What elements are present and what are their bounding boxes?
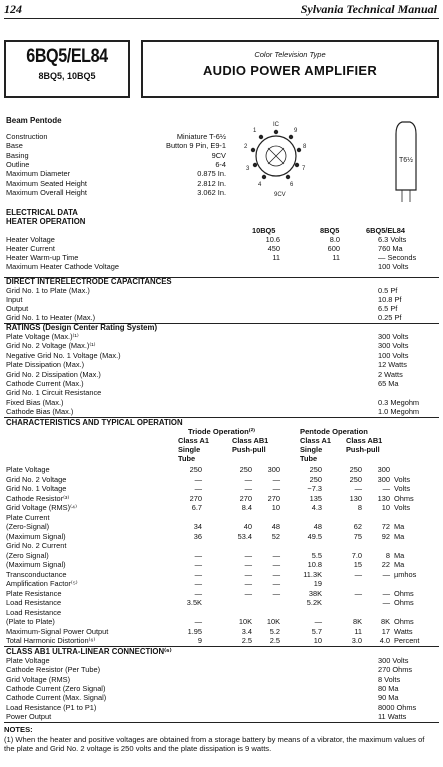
heater-row [6, 244, 439, 253]
capacitance-row-label: Grid No. 1 to Plate (Max.) [6, 286, 90, 295]
rating-row-label: Cathode Current (Max.) [6, 379, 84, 388]
rule-5 [4, 722, 439, 723]
characteristics-value: 8K [380, 617, 390, 626]
spec-row [6, 188, 226, 197]
characteristics-row [6, 503, 439, 512]
characteristics-value: 250 [349, 465, 362, 474]
characteristics-value: 130 [377, 493, 390, 503]
basing-diagram-icon [236, 118, 436, 208]
characteristics-value: 250 [189, 465, 202, 474]
basing-diagram [236, 118, 436, 208]
heater-column-label: 8BQ5 [320, 226, 340, 235]
svg-text:IC: IC [273, 122, 279, 128]
characteristics-value: — [272, 569, 280, 579]
rating-row-value: 65 Ma [378, 379, 399, 388]
heater-value: 11 [272, 253, 280, 262]
column-head-line: Class AB1 [346, 436, 383, 445]
characteristics-value: — [244, 550, 252, 560]
characteristics-value: 17 [381, 626, 390, 636]
characteristics-value: 3.5K [186, 598, 202, 607]
characteristics-value: — [272, 484, 280, 493]
ultralinear-row-value: 11 Watts [378, 711, 407, 721]
column-head-line: Class A1 [300, 436, 331, 445]
characteristics-label: Grid No. 1 Voltage [6, 484, 67, 493]
spec-value: Miniature T-6½ [176, 132, 226, 141]
characteristics-value: −7.3 [307, 484, 322, 493]
column-head-line: Tube [300, 454, 318, 463]
characteristics-row [6, 551, 439, 560]
spec-value: Button 9 Pin, E9-1 [166, 141, 226, 151]
characteristics-value: 10 [313, 636, 322, 645]
svg-text:1: 1 [253, 128, 257, 134]
triode-group-label: Triode Operation⁽²⁾ [188, 427, 256, 436]
characteristics-value: — [244, 569, 252, 579]
ultralinear-row-value: 270 Ohms [378, 665, 413, 675]
characteristics-unit: Volts [394, 503, 411, 512]
characteristics-value: 3.0 [351, 636, 362, 645]
characteristics-unit: Volts [394, 474, 411, 484]
characteristics-value: 22 [381, 560, 390, 569]
column-head-line: Class A1 [178, 436, 209, 445]
characteristics-row [6, 532, 439, 541]
ultralinear-row-value: 300 Volts [378, 656, 409, 665]
spec-value: 6-4 [215, 159, 226, 169]
capacitance-row-label: Output [6, 304, 29, 313]
characteristics-value: — [382, 484, 390, 493]
rating-row-label: Fixed Bias (Max.) [6, 397, 64, 407]
tube-name: 6BQ5/EL84 [26, 46, 108, 67]
characteristics-unit: Volts [394, 484, 411, 493]
characteristics-row [6, 598, 439, 607]
column-head-line: Tube [178, 454, 196, 463]
rating-row-label: Grid No. 1 Circuit Resistance [6, 388, 102, 398]
svg-text:3: 3 [246, 166, 250, 172]
rating-row [6, 332, 439, 341]
characteristics-value: 10 [271, 503, 280, 512]
heater-value: — Seconds [378, 253, 417, 262]
characteristics-value: 36 [193, 531, 202, 541]
characteristics-value: 270 [239, 493, 252, 503]
characteristics-row [6, 494, 439, 503]
characteristics-value: — [194, 560, 202, 569]
rating-row [6, 388, 439, 397]
rating-row-label: Grid No. 2 Dissipation (Max.) [6, 369, 101, 379]
manual-title: Sylvania Technical Manual [300, 2, 437, 16]
capacitance-row-label: Input [6, 295, 23, 304]
svg-text:7: 7 [302, 166, 306, 172]
rating-row [6, 351, 439, 360]
characteristics-value: — [272, 579, 280, 588]
characteristics-value: — [244, 579, 252, 588]
characteristics-label: Plate Current [6, 512, 50, 522]
capacitance-row-value: 6.5 Pf [378, 304, 398, 313]
ultralinear-row [6, 703, 439, 712]
rating-row-label: Grid No. 2 Voltage (Max.)⁽¹⁾ [6, 341, 96, 351]
heater-row [6, 253, 439, 262]
characteristics-row [6, 475, 439, 484]
rating-row-value: 300 Volts [378, 332, 409, 341]
rating-row-label: Cathode Bias (Max.) [6, 407, 74, 417]
characteristics-value: 300 [377, 474, 390, 484]
characteristics-value: 5.5 [311, 550, 322, 560]
column-head-line: Single [178, 445, 201, 454]
characteristics-value: 5.2K [306, 598, 322, 607]
characteristics-label: Maximum-Signal Power Output [6, 626, 109, 636]
heater-table [0, 226, 443, 276]
ultralinear-row [6, 693, 439, 702]
characteristics-value: — [272, 474, 280, 484]
column-head-line: Push-pull [232, 445, 266, 454]
heater-heading: HEATER OPERATION [6, 217, 86, 226]
ultralinear-row-label: Load Resistance (P1 to P1) [6, 702, 97, 712]
characteristics-value: 9 [197, 636, 202, 645]
spec-label: Base [6, 141, 23, 151]
rating-row-value: 2 Watts [378, 369, 403, 379]
notes-heading: NOTES: [4, 725, 33, 734]
application-name: AUDIO POWER AMPLIFIER [202, 63, 378, 78]
heater-value: 8.0 [329, 235, 340, 244]
characteristics-value: 75 [353, 531, 362, 541]
characteristics-value: 4.3 [311, 503, 322, 512]
spec-label: Maximum Overall Height [6, 187, 87, 197]
characteristics-value: 5.7 [311, 626, 322, 636]
characteristics-value: — [272, 550, 280, 560]
characteristics-unit: µmhos [394, 569, 417, 579]
characteristics-value: 4.0 [379, 636, 390, 645]
characteristics-label: Grid Voltage (RMS)⁽⁴⁾ [6, 503, 77, 512]
spec-row [6, 160, 226, 169]
heater-row [6, 235, 439, 244]
rating-row [6, 379, 439, 388]
characteristics-label: Load Resistance [6, 598, 62, 607]
characteristics-label: (Maximum Signal) [6, 531, 66, 541]
characteristics-value: — [194, 579, 202, 588]
characteristics-value: 250 [309, 465, 322, 474]
characteristics-unit: Ma [394, 550, 405, 560]
characteristics-value: 5.2 [269, 626, 280, 636]
characteristics-value: — [244, 474, 252, 484]
spec-value: 0.875 In. [197, 169, 226, 179]
rating-row-label: Plate Voltage (Max.)⁽¹⁾ [6, 332, 79, 341]
rating-row-value: 100 Volts [378, 350, 409, 360]
heater-column-label: 6BQ5/EL84 [366, 226, 406, 235]
characteristics-value: 250 [309, 474, 322, 484]
characteristics-label: Amplification Factor⁽⁵⁾ [6, 579, 78, 588]
column-head-line: Single [300, 445, 323, 454]
spec-label: Maximum Seated Height [6, 178, 87, 188]
rating-row-value: 0.3 Megohm [378, 397, 420, 407]
heater-value: 11 [332, 253, 340, 262]
ultralinear-row-value: 8 Volts [378, 674, 401, 684]
pentode-group-label: Pentode Operation [300, 427, 368, 436]
capacitance-row [6, 313, 439, 322]
characteristics-unit: Ohms [394, 493, 414, 503]
heater-label: Heater Voltage [6, 235, 55, 244]
column-head-line: Class AB1 [232, 436, 269, 445]
characteristics-row [6, 636, 439, 645]
capacitance-row-value: 10.8 Pf [378, 295, 402, 304]
characteristics-value: 8.4 [241, 503, 252, 512]
characteristics-label: Load Resistance [6, 607, 62, 617]
characteristics-value: 8K [352, 617, 362, 626]
ultralinear-row-value: 80 Ma [378, 683, 399, 693]
characteristics-value: — [194, 484, 202, 493]
characteristics-value: — [354, 588, 362, 598]
characteristics-value: 8 [385, 550, 390, 560]
characteristics-value: 15 [353, 560, 362, 569]
rating-row [6, 398, 439, 407]
ultralinear-row-label: Power Output [6, 711, 52, 721]
ultralinear-row-value: 90 Ma [378, 693, 399, 703]
characteristics-value: — [314, 617, 322, 626]
characteristics-label: (Maximum Signal) [6, 560, 66, 569]
column-head-line: Push-pull [346, 445, 380, 454]
characteristics-value: 135 [309, 493, 322, 503]
heater-value: 600 [327, 244, 340, 253]
heater-value: 6.3 Volts [378, 235, 407, 244]
characteristics-value: — [382, 569, 390, 579]
characteristics-label: Cathode Resistor⁽³⁾ [6, 493, 70, 503]
capacitance-row [6, 304, 439, 313]
characteristics-value: 48 [271, 522, 280, 531]
heater-value: 100 Volts [378, 262, 409, 271]
characteristics-row [6, 579, 439, 588]
characteristics-row [6, 484, 439, 493]
characteristics-unit: Ohms [394, 588, 414, 598]
characteristics-value: 1.95 [187, 626, 202, 636]
characteristics-label: Grid No. 2 Current [6, 541, 67, 550]
characteristics-unit: Ohms [394, 617, 414, 626]
ultralinear-row-label: Grid Voltage (RMS) [6, 674, 71, 684]
heater-value: 450 [267, 244, 280, 253]
characteristics-value: 2.5 [241, 636, 252, 645]
characteristics-unit: Ma [394, 560, 405, 569]
spec-row [6, 151, 226, 160]
ultralinear-row-value: 8000 Ohms [378, 702, 417, 712]
characteristics-row [6, 541, 439, 550]
characteristics-label: (Zero Signal) [6, 550, 49, 560]
characteristics-label: Plate Voltage [6, 465, 50, 474]
characteristics-value: 130 [349, 493, 362, 503]
characteristics-value: 270 [267, 493, 280, 503]
characteristics-value: 8 [357, 503, 362, 512]
characteristics-value: — [354, 569, 362, 579]
heater-column-head [6, 226, 439, 235]
characteristics-value: 10 [381, 503, 390, 512]
heater-column-label: 10BQ5 [252, 226, 276, 235]
svg-text:9CV: 9CV [274, 192, 286, 198]
page-number: 124 [4, 2, 22, 16]
characteristics-column-heads [0, 436, 443, 464]
characteristics-value: — [194, 569, 202, 579]
spec-label: Construction [6, 132, 48, 141]
characteristics-value: 62 [353, 522, 362, 531]
ultralinear-row [6, 656, 439, 665]
characteristics-value: — [382, 598, 390, 607]
ratings-heading: RATINGS (Design Center Rating System) [6, 323, 158, 332]
characteristics-unit: Percent [394, 636, 420, 645]
characteristics-value: 250 [349, 474, 362, 484]
spec-value: 2.812 In. [197, 178, 226, 188]
characteristics-value: 19 [313, 579, 322, 588]
svg-text:9: 9 [294, 128, 298, 134]
characteristics-value: 3.4 [241, 626, 252, 636]
electrical-heading: ELECTRICAL DATA [6, 208, 78, 217]
characteristics-row [6, 617, 439, 626]
characteristics-value: — [194, 550, 202, 560]
svg-text:2: 2 [244, 144, 248, 150]
characteristics-value: 300 [377, 465, 390, 474]
characteristics-value: — [194, 617, 202, 626]
characteristics-value: 34 [193, 522, 202, 531]
characteristics-value: 11.3K [303, 569, 322, 579]
spec-value: 9CV [211, 150, 226, 160]
characteristics-value: — [194, 474, 202, 484]
characteristics-value: — [244, 560, 252, 569]
characteristics-value: 49.5 [307, 531, 322, 541]
rating-row-label: Negative Grid No. 1 Voltage (Max.) [6, 350, 121, 360]
characteristics-row [6, 522, 439, 531]
characteristics-row [6, 608, 439, 617]
characteristics-value: 53.4 [237, 531, 252, 541]
capacitance-heading: DIRECT INTERELECTRODE CAPACITANCES [6, 277, 172, 286]
tube-title-box [4, 40, 130, 98]
ultralinear-row [6, 675, 439, 684]
rating-row-value: 1.0 Megohm [378, 407, 420, 417]
characteristics-heading: CHARACTERISTICS AND TYPICAL OPERATION [6, 418, 183, 427]
characteristics-value: 72 [381, 522, 390, 531]
heater-label: Heater Current [6, 244, 55, 253]
characteristics-row [6, 513, 439, 522]
note-1: (1) When the heater and positive voltages are obtained from a storage battery by means of a vibrator, the maximum values of the plate and Grid No. 2 voltage is 250 volts and the plate dissipation is 9 watts. [4, 734, 425, 753]
ultralinear-heading: CLASS AB1 ULTRA-LINEAR CONNECTION⁽⁶⁾ [6, 647, 172, 656]
rating-row [6, 407, 439, 416]
characteristics-label: Transconductance [6, 569, 67, 579]
characteristics-row [6, 570, 439, 579]
svg-text:8: 8 [303, 144, 307, 150]
characteristics-value: 48 [313, 522, 322, 531]
characteristics-value: 10K [266, 617, 280, 626]
characteristics-unit: Ma [394, 531, 405, 541]
header-rule [4, 18, 439, 19]
characteristics-row [6, 560, 439, 569]
characteristics-value: — [194, 588, 202, 598]
ultralinear-row [6, 684, 439, 693]
capacitance-row [6, 286, 439, 295]
heater-row [6, 262, 439, 271]
capacitance-row-value: 0.25 Pf [378, 313, 402, 322]
tube-variants: 8BQ5, 10BQ5 [38, 71, 96, 81]
characteristics-value: — [272, 560, 280, 569]
type-label: Beam Pentode [6, 116, 62, 125]
rating-row-value: 300 Volts [378, 341, 409, 351]
ultralinear-row-label: Cathode Resistor (Per Tube) [6, 665, 101, 675]
characteristics-value: 92 [381, 531, 390, 541]
characteristics-unit: Watts [394, 626, 413, 636]
heater-label: Maximum Heater Cathode Voltage [6, 262, 119, 271]
characteristics-label: (Plate to Plate) [6, 617, 55, 626]
svg-text:T6½: T6½ [399, 157, 414, 164]
spec-label: Maximum Diameter [6, 169, 71, 179]
characteristics-value: 7.0 [351, 550, 362, 560]
characteristics-value: 11 [354, 626, 362, 636]
capacitance-row-label: Grid No. 1 to Heater (Max.) [6, 313, 96, 322]
spec-label: Outline [6, 159, 30, 169]
notes-block [4, 725, 436, 754]
spec-row [6, 132, 226, 141]
spec-row [6, 169, 226, 178]
characteristics-unit: Ohms [394, 598, 414, 607]
characteristics-unit: Ma [394, 522, 405, 531]
characteristics-value: — [382, 588, 390, 598]
capacitance-row-value: 0.5 Pf [378, 286, 398, 295]
characteristics-label: Grid No. 2 Voltage [6, 474, 67, 484]
rating-row [6, 341, 439, 350]
application-box [141, 40, 439, 98]
heater-label: Heater Warm-up Time [6, 253, 79, 262]
rating-row [6, 360, 439, 369]
spec-label: Basing [6, 150, 29, 160]
characteristics-value: 10K [238, 617, 252, 626]
characteristics-value: 38K [308, 588, 322, 598]
characteristics-row [6, 589, 439, 598]
characteristics-value: — [272, 588, 280, 598]
ultralinear-row-label: Cathode Current (Max. Signal) [6, 693, 107, 703]
characteristics-value: 270 [189, 493, 202, 503]
characteristics-label: Plate Resistance [6, 588, 62, 598]
rating-row [6, 370, 439, 379]
ultralinear-row [6, 665, 439, 674]
characteristics-value: 10.8 [307, 560, 322, 569]
characteristics-label: (Zero-Signal) [6, 522, 50, 531]
ultralinear-row-label: Cathode Current (Zero Signal) [6, 683, 106, 693]
characteristics-row [6, 465, 439, 474]
characteristics-value: 2.5 [269, 636, 280, 645]
capacitance-row [6, 295, 439, 304]
svg-text:4: 4 [258, 182, 262, 188]
characteristics-value: — [244, 588, 252, 598]
application-type: Color Television Type [254, 50, 326, 59]
rating-row-label: Plate Dissipation (Max.) [6, 360, 85, 370]
spec-row [6, 141, 226, 150]
ultralinear-row-label: Plate Voltage [6, 656, 50, 665]
heater-value: 760 Ma [378, 244, 403, 253]
characteristics-value: 6.7 [191, 503, 202, 512]
characteristics-value: — [244, 484, 252, 493]
characteristics-value: 300 [267, 465, 280, 474]
characteristics-value: — [354, 484, 362, 493]
svg-text:6: 6 [290, 182, 294, 188]
characteristics-label: Total Harmonic Distortion⁽⁶⁾ [6, 636, 96, 645]
ultralinear-row [6, 712, 439, 721]
spec-row [6, 179, 226, 188]
heater-value: 10.6 [265, 235, 280, 244]
characteristics-value: 250 [239, 465, 252, 474]
spec-value: 3.062 In. [197, 187, 226, 197]
characteristics-value: 40 [243, 522, 252, 531]
characteristics-value: 52 [271, 531, 280, 541]
rating-row-value: 12 Watts [378, 360, 407, 370]
characteristics-row [6, 627, 439, 636]
